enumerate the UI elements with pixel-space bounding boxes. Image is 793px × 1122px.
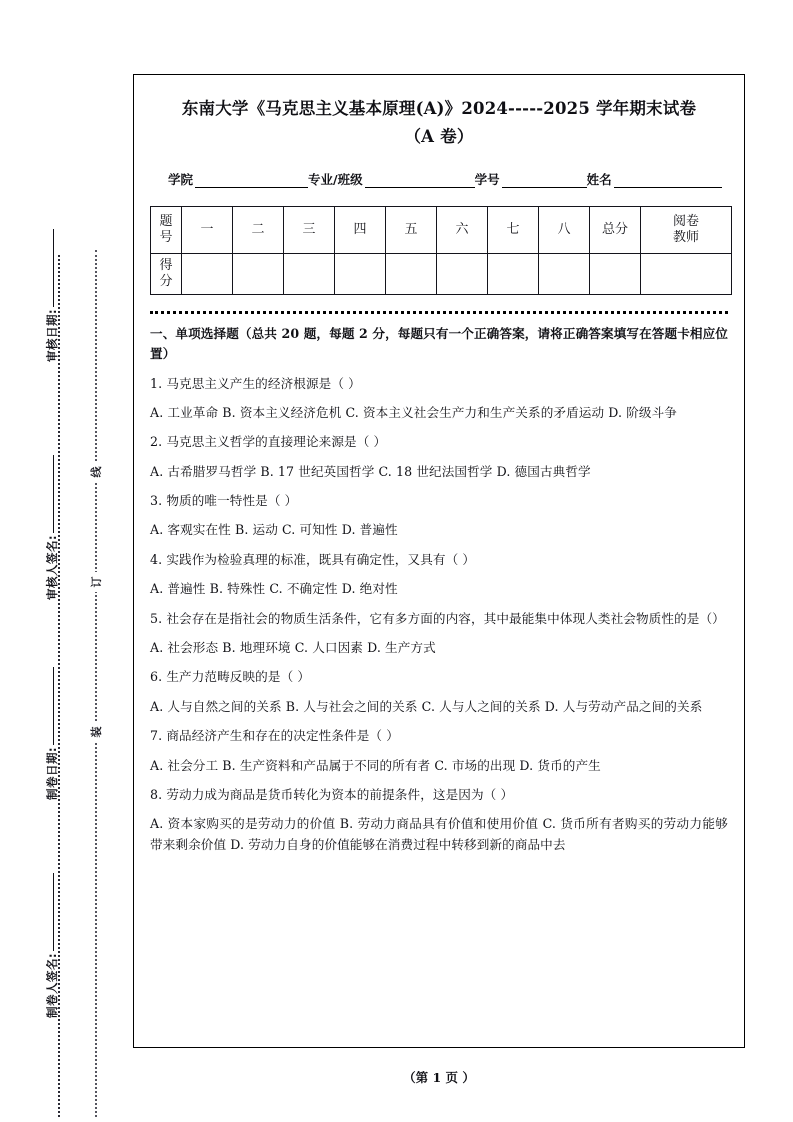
major-class-input-blank[interactable] [365, 174, 475, 188]
reviewer-signature-rule [53, 455, 54, 533]
question-options-8: A. 资本家购买的是劳动力的价值 B. 劳动力商品具有价值和使用价值 C. 货币所有者购买的劳动力能够带来剩余价值 D. 劳动力自身的价值能够在消费过程中转移到新的商品中去 [150, 816, 728, 852]
stub-body-line1: 得 [159, 258, 173, 274]
grader-label-line2: 教师 [672, 229, 699, 245]
question-stem-2: 2. 马克思主义哲学的直接理论来源是（ ） [150, 434, 387, 450]
paper-maker-signature-rule [53, 873, 54, 951]
seal-mark-bind: 订 [86, 572, 106, 592]
student-id-label: 学号 [474, 171, 500, 187]
score-table-header-row [151, 206, 732, 253]
left-margin-sidebar [0, 0, 133, 1122]
seal-mark-seal: 装 [86, 722, 106, 742]
paper-maker-signature-label: 制卷人签名: [45, 952, 59, 1018]
question-number-stub [151, 206, 182, 253]
student-name-input-blank[interactable] [614, 174, 722, 188]
score-stub [151, 253, 182, 294]
col-head-1: 一 [182, 206, 233, 253]
score-cell-4[interactable] [335, 253, 386, 294]
student-name-label: 姓名 [586, 171, 612, 187]
col-head-7: 七 [488, 206, 539, 253]
reviewer-signature-label: 审核人签名: [45, 534, 59, 600]
col-head-3: 三 [284, 206, 335, 253]
score-cell-1[interactable] [182, 253, 233, 294]
question-options-6: A. 人与自然之间的关系 B. 人与社会之间的关系 C. 人与人之间的关系 D. 人与劳动产品之间的关系 [150, 698, 703, 714]
question-stem-7: 7. 商品经济产生和存在的决定性条件是（ ） [150, 728, 399, 744]
score-table [150, 206, 732, 295]
student-name-field[interactable] [587, 170, 722, 188]
score-cell-3[interactable] [284, 253, 335, 294]
stub-head-line2: 号 [159, 229, 173, 245]
question-stem-6: 6. 生产力范畴反映的是（ ） [150, 669, 311, 685]
question-options-7: A. 社会分工 B. 生产资料和产品属于不同的所有者 C. 市场的出现 D. 货币的产生 [150, 757, 601, 773]
review-date-rule [53, 229, 54, 307]
student-id-input-blank[interactable] [502, 174, 587, 188]
paper-date-rule [53, 667, 54, 745]
major-class-field[interactable] [308, 170, 475, 188]
score-cell-2[interactable] [233, 253, 284, 294]
exam-title-main: 东南大学《马克思主义基本原理(A)》2024-----2025 学年期末试卷 [181, 99, 697, 118]
question-body [150, 324, 728, 855]
page-number-label: （第 1 页 ） [403, 1070, 475, 1085]
col-head-4: 四 [335, 206, 386, 253]
exam-paper-body [133, 74, 745, 1048]
score-cell-grader[interactable] [641, 253, 732, 294]
page-title [154, 95, 724, 152]
paper-date-label: 制卷日期: [45, 746, 59, 800]
question-stem-4: 4. 实践作为检验真理的标准，既具有确定性，又具有（ ） [150, 551, 476, 567]
score-cell-total[interactable] [590, 253, 641, 294]
reviewer-signature-label-group [44, 455, 60, 600]
question-stem-5: 5. 社会存在是指社会的物质生活条件，它有多方面的内容，其中最能集中体现人类社会物质性的是（） [150, 610, 725, 626]
seal-mark-line: 线 [86, 462, 106, 482]
question-options-5: A. 社会形态 B. 地理环境 C. 人口因素 D. 生产方式 [150, 640, 436, 656]
college-field[interactable] [168, 170, 308, 188]
col-head-2: 二 [233, 206, 284, 253]
col-head-total: 总分 [590, 206, 641, 253]
paper-date-label-group [44, 667, 60, 800]
col-head-5: 五 [386, 206, 437, 253]
seal-dotted-line-inner [95, 250, 97, 1117]
score-table-value-row [151, 253, 732, 294]
question-stem-8: 8. 劳动力成为商品是货币转化为资本的前提条件，这是因为（ ） [150, 787, 514, 802]
review-date-label: 审核日期: [45, 308, 59, 362]
col-head-6: 六 [437, 206, 488, 253]
question-options-1: A. 工业革命 B. 资本主义经济危机 C. 资本主义社会生产力和生产关系的矛盾运动 D. 阶级斗争 [150, 404, 678, 420]
section-divider [150, 311, 728, 314]
college-input-blank[interactable] [195, 174, 308, 188]
col-head-8: 八 [539, 206, 590, 253]
major-class-label: 专业/班级 [308, 171, 363, 187]
question-options-4: A. 普遍性 B. 特殊性 C. 不确定性 D. 绝对性 [150, 581, 398, 597]
student-info-line [168, 170, 724, 188]
exam-title-sub: （A 卷） [404, 127, 474, 147]
question-stem-1: 1. 马克思主义产生的经济根源是（ ） [150, 375, 361, 391]
score-cell-5[interactable] [386, 253, 437, 294]
score-cell-6[interactable] [437, 253, 488, 294]
paper-maker-signature-label-group [44, 873, 60, 1018]
review-date-label-group [44, 229, 60, 362]
college-label: 学院 [168, 171, 194, 187]
grader-label-line1: 阅卷 [672, 214, 699, 230]
question-stem-3: 3. 物质的唯一特性是（ ） [150, 493, 298, 509]
col-head-grader [641, 206, 732, 253]
stub-head-line1: 题 [159, 214, 173, 230]
student-id-field[interactable] [475, 170, 587, 188]
section-heading: 一、单项选择题（总共 20 题，每题 2 分，每题只有一个正确答案，请将正确答案填写在答题卡相应位置） [150, 325, 728, 362]
stub-body-line2: 分 [159, 273, 173, 289]
question-options-3: A. 客观实在性 B. 运动 C. 可知性 D. 普遍性 [150, 522, 398, 538]
question-options-2: A. 古希腊罗马哲学 B. 17 世纪英国哲学 C. 18 世纪法国哲学 D. 德国古典哲学 [150, 463, 591, 479]
score-cell-8[interactable] [539, 253, 590, 294]
page-footer [133, 1068, 745, 1086]
score-cell-7[interactable] [488, 253, 539, 294]
